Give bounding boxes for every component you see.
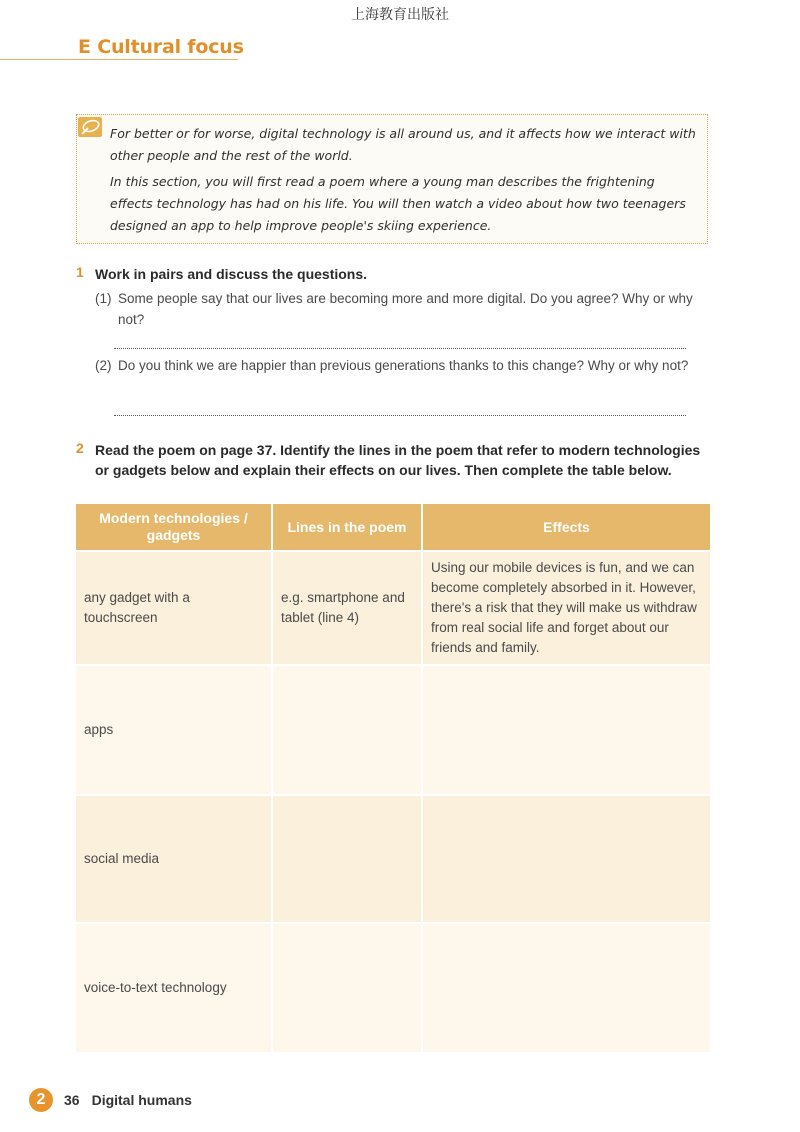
tech-cell: apps [76, 664, 273, 794]
header-effects: Effects [423, 504, 710, 550]
tech-cell: social media [76, 794, 273, 922]
lines-cell[interactable] [273, 922, 423, 1052]
lines-cell[interactable] [273, 664, 423, 794]
effects-cell[interactable] [423, 794, 710, 922]
answer-line-2[interactable] [114, 415, 686, 416]
answer-line-1[interactable] [114, 348, 686, 349]
question-2-number: 2 [76, 440, 84, 456]
unit-badge: 2 [29, 1088, 53, 1112]
intro-paragraph-1: For better or for worse, digital technology is all around us, and it affects how we interact with other people and the rest of the world. [110, 126, 696, 163]
section-title-rule [0, 59, 238, 60]
item-text: Some people say that our lives are becoming more and more digital. Do you agree? Why or why not? [118, 291, 693, 327]
lines-cell[interactable] [273, 794, 423, 922]
effects-cell[interactable] [423, 664, 710, 794]
unit-title: Digital humans [91, 1092, 192, 1108]
table-row [76, 922, 710, 1052]
lines-cell[interactable]: e.g. smartphone and tablet (line 4) [273, 550, 423, 664]
publisher-name: 上海教育出版社 [351, 7, 449, 23]
intro-paragraph-2: In this section, you will first read a poem where a young man describes the frightening effects technology has had on his life. You will then watch a video about how two teenagers designed an app to help improve people's skiing experience. [110, 174, 686, 233]
header-lines: Lines in the poem [273, 504, 423, 550]
question-1-item-1 [95, 288, 710, 330]
tech-cell: voice-to-text technology [76, 922, 273, 1052]
header-technologies: Modern technologies / gadgets [76, 504, 273, 550]
table-row [76, 794, 710, 922]
page-number: 36 [64, 1092, 80, 1108]
item-number: (1) [95, 291, 112, 306]
item-text: Do you think we are happier than previous generations thanks to this change? Why or why not? [118, 358, 689, 373]
pencil-icon [78, 117, 102, 137]
tech-cell: any gadget with a touchscreen [76, 550, 273, 664]
table-row [76, 664, 710, 794]
effects-table [76, 504, 710, 1052]
question-2-heading: Read the poem on page 37. Identify the lines in the poem that refer to modern technologies or gadgets below and explain their effects on our lives. Then complete the table below. [95, 442, 701, 478]
effects-cell[interactable] [423, 922, 710, 1052]
effects-cell[interactable]: Using our mobile devices is fun, and we can become completely absorbed in it. However, there's a risk that they will make us withdraw from real social life and forget about our friends and family. [423, 550, 710, 664]
question-1-heading: Work in pairs and discuss the questions. [95, 266, 368, 282]
intro-box [76, 114, 708, 244]
question-1-number: 1 [76, 264, 84, 280]
table-row [76, 550, 710, 664]
page-footer [64, 1092, 192, 1108]
question-1-item-2 [95, 355, 710, 376]
section-title: E Cultural focus [78, 36, 244, 58]
table-header-row [76, 504, 710, 550]
item-number: (2) [95, 358, 112, 373]
